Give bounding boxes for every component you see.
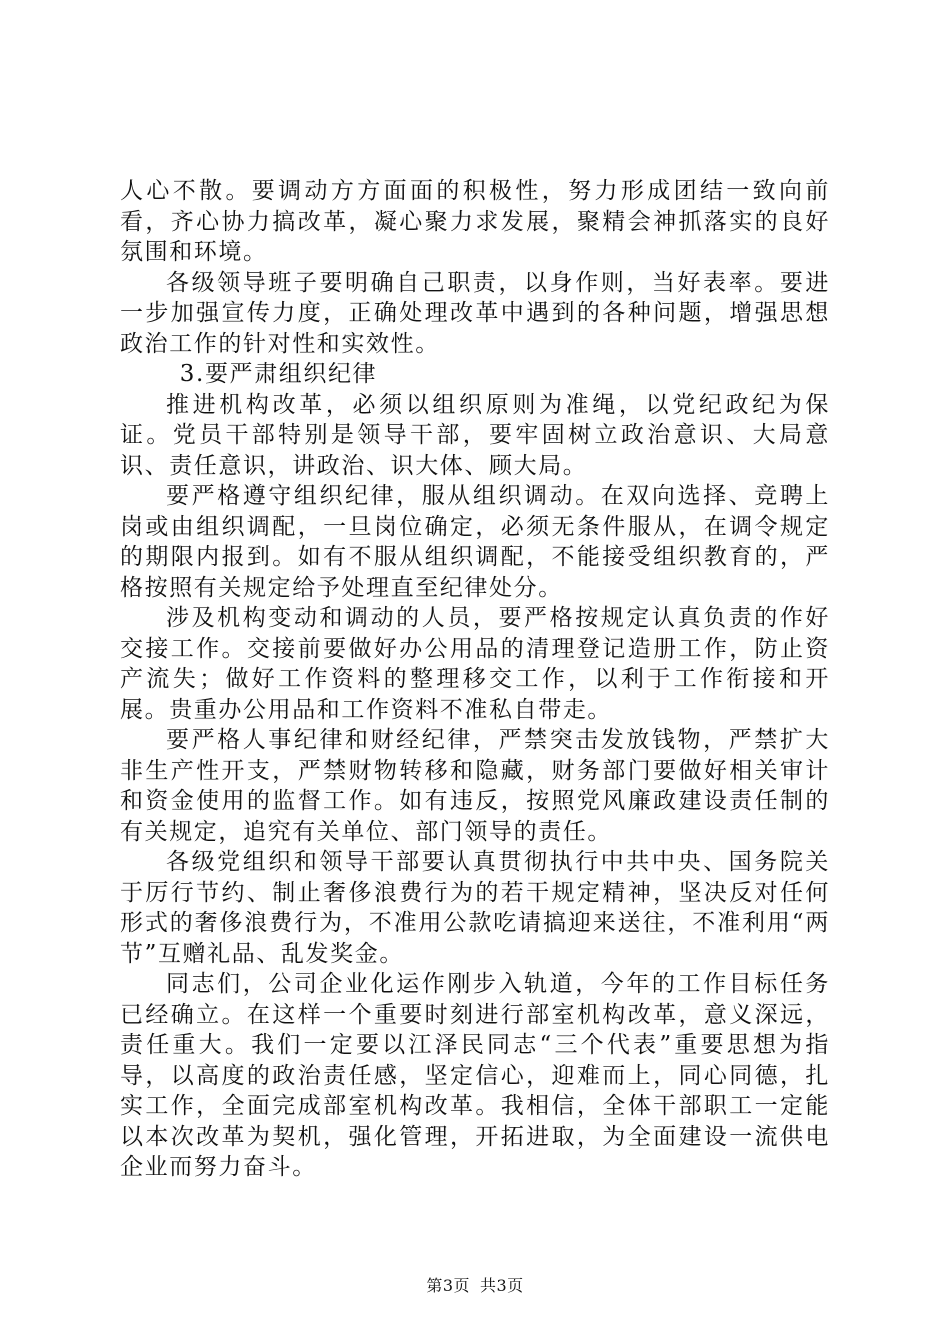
paragraph-6: 要严格人事纪律和财经纪律，严禁突击发放钱物，严禁扩大非生产性开支，严禁财物转移和隐藏，财务部门要做好相关审计和资金使用的监督工作。如有违反，按照党风廉政建设责任制的有关规定，追究有关单位、部门领导的责任。: [120, 727, 830, 845]
page-total: 共3页: [480, 1276, 524, 1295]
page-number: 第3页: [426, 1276, 470, 1295]
paragraph-2: 各级领导班子要明确自己职责，以身作则，当好表率。要进一步加强宣传力度，正确处理改革中遇到的各种问题，增强思想政治工作的针对性和实效性。: [120, 269, 830, 357]
paragraph-3: 推进机构改革，必须以组织原则为准绳，以党纪政纪为保证。党员干部特别是领导干部，要牢固树立政治意识、大局意识、责任意识，讲政治、识大体、顾大局。: [120, 391, 830, 479]
paragraph-4: 要严格遵守组织纪律，服从组织调动。在双向选择、竞聘上岗或由组织调配，一旦岗位确定，必须无条件服从，在调令规定的期限内报到。如有不服从组织调配，不能接受组织教育的，严格按照有关规定给予处理直至纪律处分。: [120, 483, 830, 601]
paragraph-7: 各级党组织和领导干部要认真贯彻执行中共中央、国务院关于厉行节约、制止奢侈浪费行为的若干规定精神，坚决反对任何形式的奢侈浪费行为，不准用公款吃请搞迎来送往，不准利用“两节”互赠礼品、乱发奖金。: [120, 849, 830, 967]
document-body: [120, 176, 830, 1183]
paragraph-8: 同志们，公司企业化运作刚步入轨道，今年的工作目标任务已经确立。在这样一个重要时刻进行部室机构改革，意义深远，责任重大。我们一定要以江泽民同志“三个代表”重要思想为指导，以高度的政治责任感，坚定信心，迎难而上，同心同德，扎实工作，全面完成部室机构改革。我相信，全体干部职工一定能以本次改革为契机，强化管理，开拓进取，为全面建设一流供电企业而努力奋斗。: [120, 971, 830, 1180]
paragraph-5: 涉及机构变动和调动的人员，要严格按规定认真负责的作好交接工作。交接前要做好办公用品的清理登记造册工作，防止资产流失；做好工作资料的整理移交工作，以利于工作衔接和开展。贵重办公用品和工作资料不准私自带走。: [120, 605, 830, 723]
section-heading: 3.要严肃组织纪律: [179, 361, 378, 387]
paragraph-1: 人心不散。要调动方方面面的积极性，努力形成团结一致向前看，齐心协力搞改革，凝心聚力求发展，聚精会神抓落实的良好氛围和环境。: [120, 178, 830, 265]
page-footer: [0, 1273, 950, 1296]
